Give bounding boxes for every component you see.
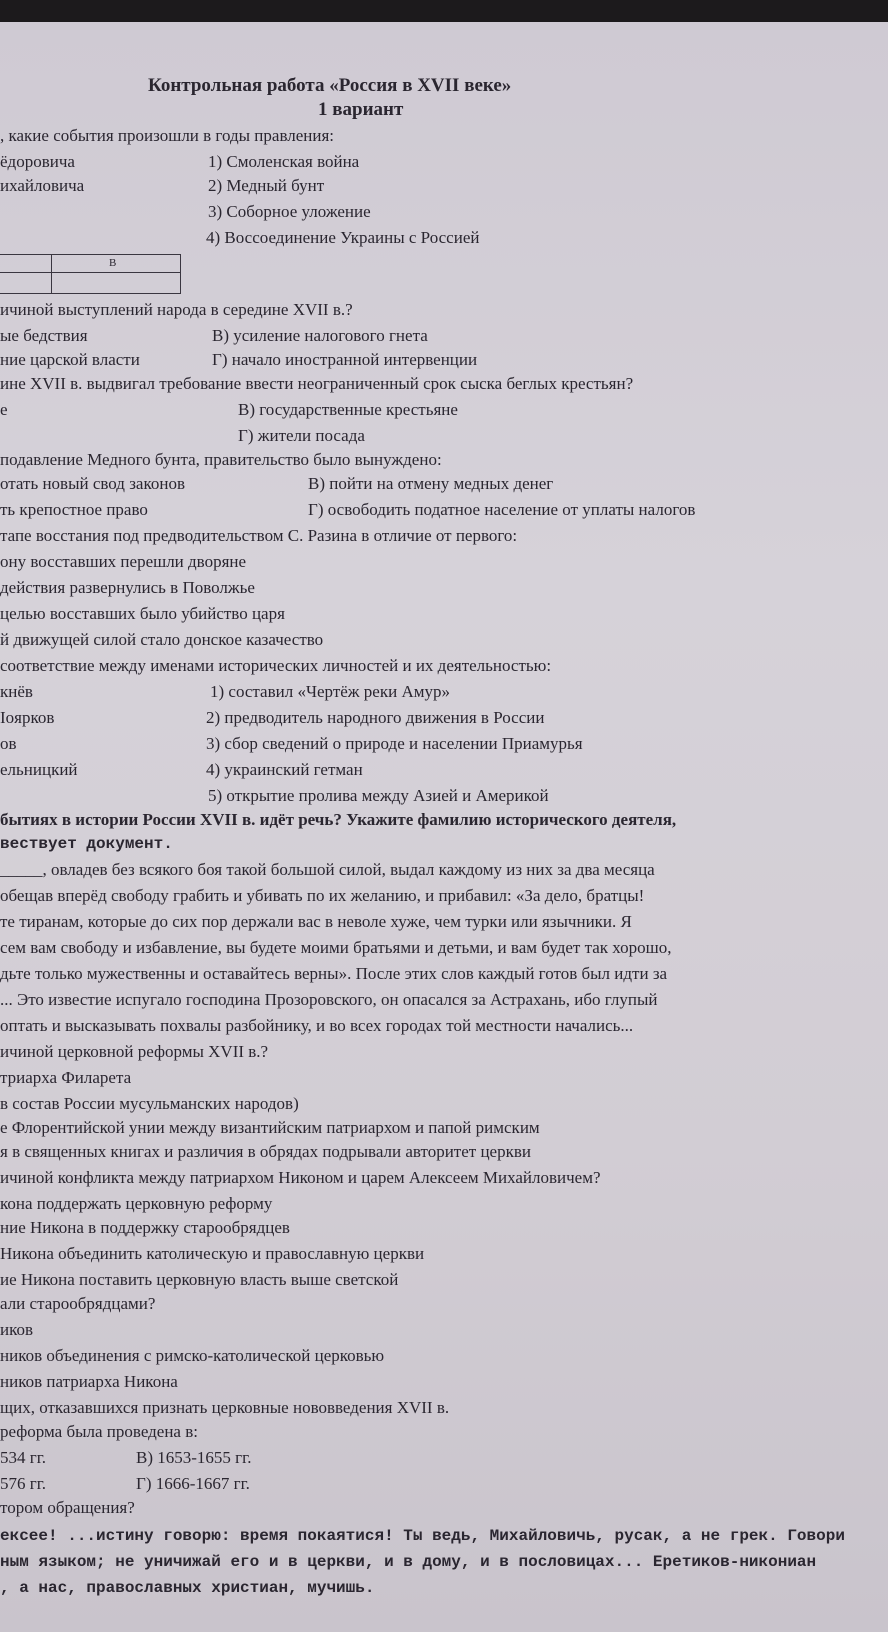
q12-quote-line: ным языком; не уничижай его и в церкви, и в дому, и в пословицах... Еретиков-никониан [0,1553,817,1571]
q3-option-a: е [0,400,8,419]
q11-option-a: 534 гг. [0,1448,47,1467]
q12-quote-line: , а нас, православных христиан, мучишь. [0,1579,375,1597]
q8-option: я в священных книгах и различия в обрядах подрывали авторитет церкви [0,1142,531,1161]
q11-option-c: 576 гг. [0,1474,47,1493]
q8-prompt: ичиной церковной реформы XVII в.? [0,1042,269,1061]
q1-prompt: , какие события произошли в годы правления: [0,126,335,145]
q6-right-item: 1) составил «Чертёж реки Амур» [210,682,450,701]
q2-option-d: Г) начало иностранной интервенции [212,350,478,369]
q1-right-item: 2) Медный бунт [208,176,325,195]
q4-option-d: Г) освободить податное население от уплаты налогов [308,500,696,519]
q6-right-item: 4) украинский гетман [206,760,363,779]
q3-prompt: ине XVII в. выдвигал требование ввести неограниченный срок сыска беглых крестьян? [0,374,634,393]
q7-document-line: обещав вперёд свободу грабить и убивать по их желанию, и прибавил: «За дело, братцы! [0,886,645,905]
answer-grid[interactable] [0,254,181,294]
q5-option: й движущей силой стало донское казачество [0,630,324,649]
q7-prompt: бытиях в истории России XVII в. идёт речь? Укажите фамилию исторического деятеля, [0,810,677,829]
q7-document-line: оптать и высказывать похвалы разбойнику, и во всех городах той местности начались... [0,1016,634,1035]
q10-option: иков [0,1320,34,1339]
variant-heading: 1 вариант [318,99,404,120]
q10-prompt: али старообрядцами? [0,1294,156,1313]
q5-option: целью восставших было убийство царя [0,604,285,623]
q7-prompt-continued: вествует документ. [0,835,173,853]
q6-right-item: 2) предводитель народного движения в России [206,708,545,727]
q6-left-item: Ioярков [0,708,55,727]
q3-option-d: Г) жители посада [238,426,365,445]
q1-right-item: 1) Смоленская война [208,152,360,171]
q5-prompt: тапе восстания под предводительством С. Разина в отличие от первого: [0,526,518,545]
q6-right-item: 5) открытие пролива между Азией и Америкой [208,786,549,805]
q7-document-line: те тиранам, которые до сих пор держали вас в неволе хуже, чем турки или язычники. Я [0,912,632,931]
q7-document-line: ... Это известие испугало господина Прозоровского, он опасался за Астрахань, ибо глупый [0,990,658,1009]
q1-right-item: 4) Воссоединение Украины с Россией [206,228,480,247]
q4-prompt: подавление Медного бунта, правительство было вынуждено: [0,450,442,469]
q9-option: кона поддержать церковную реформу [0,1194,273,1213]
q2-option-b: В) усиление налогового гнета [212,326,428,345]
q6-left-item: ельницкий [0,760,78,779]
q2-option-a: ые бедствия [0,326,88,345]
q9-option: Никона объединить католическую и православную церкви [0,1244,425,1263]
q12-prompt: тором обращения? [0,1498,135,1517]
q4-option-b: В) пойти на отмену медных денег [308,474,554,493]
q7-document-line: дьте только мужественны и оставайтесь верны». После этих слов каждый готов был идти за [0,964,668,983]
q6-left-item: кнёв [0,682,33,701]
q12-quote-line: ексеe! ...истину говорю: время покаятися! Ты ведь, Михайловичь, русак, а не грек. Говори [0,1527,845,1545]
q8-option: в состав России мусульманских народов) [0,1094,299,1113]
q11-option-b: В) 1653-1655 гг. [136,1448,252,1467]
q5-option: действия развернулись в Поволжье [0,578,255,597]
q8-option: е Флорентийской унии между византийским патриархом и папой римским [0,1118,540,1137]
answer-grid-header: В [109,257,117,269]
q6-left-item: ов [0,734,17,753]
q10-option: щих, отказавшихся признать церковные нововведения XVII в. [0,1398,450,1417]
q4-option-a: отать новый свод законов [0,474,185,493]
q9-option: ние Никона в поддержку старообрядцев [0,1218,290,1237]
page-title: Контрольная работа «Россия в XVII веке» [148,75,512,96]
q7-document-line: _____, овладев без всякого боя такой большой силой, выдал каждому из них за два месяца [0,860,655,879]
q10-option: ников патриарха Никона [0,1372,178,1391]
q4-option-c: ть крепостное право [0,500,148,519]
q1-right-item: 3) Соборное уложение [208,202,371,221]
q9-prompt: ичиной конфликта между патриархом Никоном и царем Алексеем Михайловичем? [0,1168,601,1187]
q9-option: ие Никона поставить церковную власть выше светской [0,1270,399,1289]
q6-prompt: соответствие между именами исторических личностей и их деятельностью: [0,656,552,675]
q7-document-line: сем вам свободу и избавление, вы будете моими братьями и детьми, и вам будет так хорошо, [0,938,672,957]
worksheet-page [0,22,888,1632]
q2-prompt: ичиной выступлений народа в середине XVII в.? [0,300,353,319]
q10-option: ников объединения с римско-католической церковью [0,1346,385,1365]
q1-left-item: ёдоровича [0,152,75,171]
q5-option: ону восставших перешли дворяне [0,552,247,571]
q1-left-item: ихайловича [0,176,85,195]
q11-prompt: реформа была проведена в: [0,1422,198,1441]
q11-option-d: Г) 1666-1667 гг. [136,1474,250,1493]
q8-option: триарха Филарета [0,1068,132,1087]
q2-option-c: ние царской власти [0,350,140,369]
q6-right-item: 3) сбор сведений о природе и населении Приамурья [206,734,583,753]
q3-option-b: В) государственные крестьяне [238,400,458,419]
